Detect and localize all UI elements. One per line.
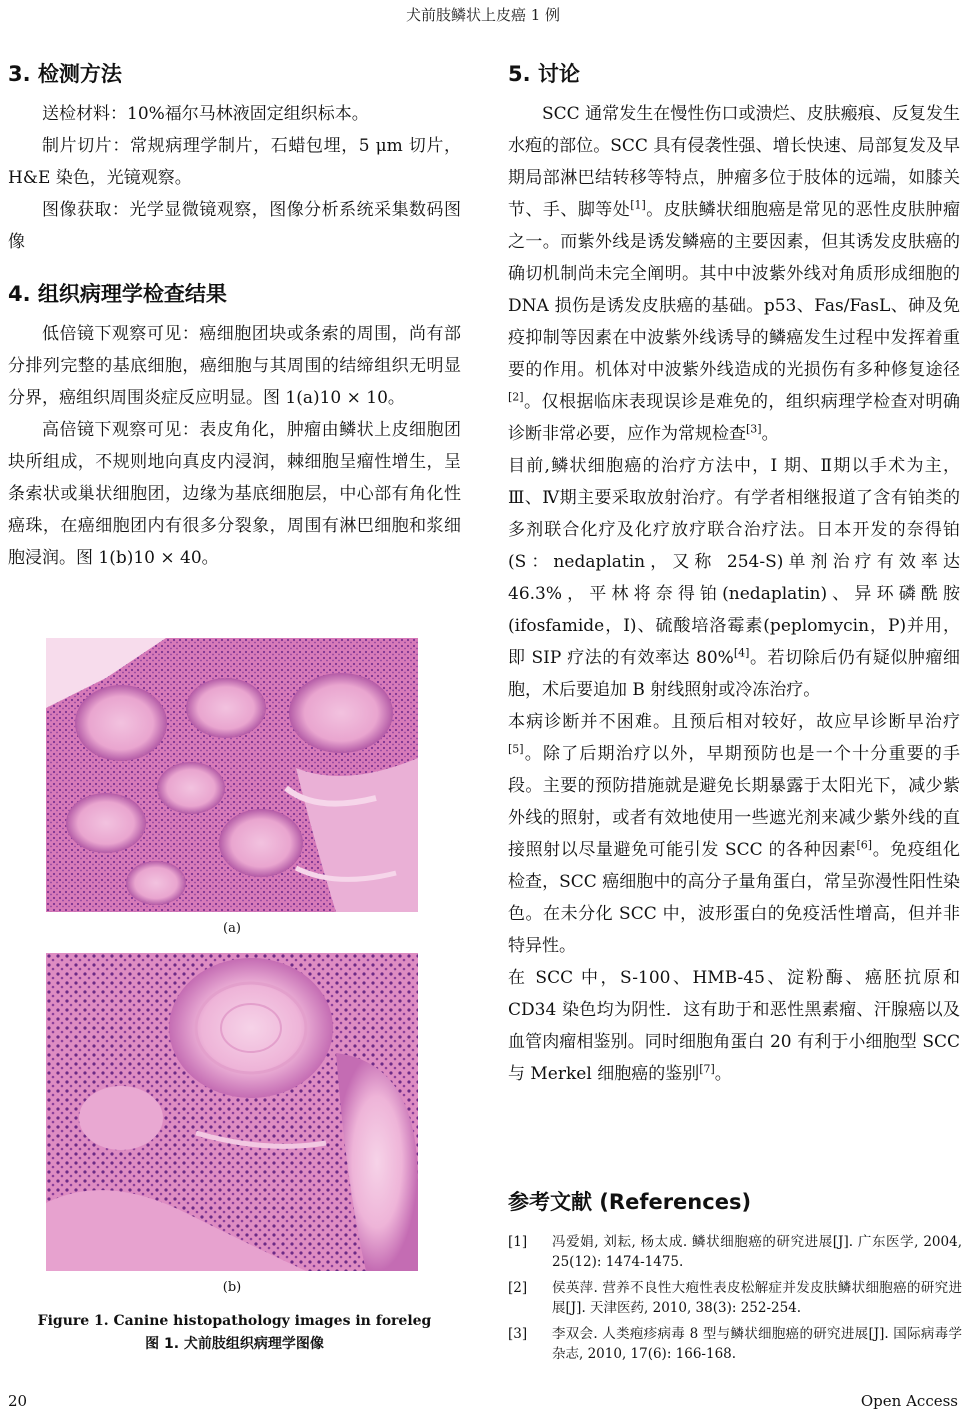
section-4-paragraph: 低倍镜下观察可见：癌细胞团块或条索的周围，尚有部分排列完整的基底细胞，癌细胞与其周围的结缔组织无明显分界，癌组织周围炎症反应明显。图 1(a)10 × 10。 [8,324,461,408]
histology-image-low-magnification [46,638,418,912]
left-column [8,58,461,574]
section-3-paragraph: 送检材料：10%福尔马林液固定组织标本。 [42,104,369,124]
section-3-title: 3. 检测方法 [8,62,122,86]
reference-item [508,1232,962,1272]
section-5-title: 5. 讨论 [508,62,580,86]
citation: [4] [733,646,750,660]
reference-item [508,1278,962,1318]
histology-image-high-magnification [46,953,418,1271]
reference-item [508,1324,962,1364]
reference-list [508,1232,962,1370]
figure-panel-a-label: (a) [223,921,241,936]
citation: [7] [699,1062,715,1076]
reference-text: 侯英萍. 营养不良性大疱性表皮松解症并发皮肤鳞状细胞癌的研究进展[J]. 天津医药, 2010, 38(3): 252-254. [552,1280,962,1316]
discussion-paragraph-4: 在 SCC 中，S-100、HMB-45、淀粉酶、癌胚抗原和 CD34 染色均为阴性．这有助于和恶性黑素瘤、汗腺癌以及血管肉瘤相鉴别。同时细胞角蛋白 20 有利于小细胞型 SCC 与 Merkel 细胞癌的鉴别[7]。 [508,968,960,1084]
running-header-title: 犬前肢鳞状上皮癌 1 例 [405,6,561,24]
citation: [1] [630,198,646,212]
section-4-paragraph: 高倍镜下观察可见：表皮角化，肿瘤由鳞状上皮细胞团块所组成，不规则地向真皮内浸润，棘细胞呈瘤性增生，呈条索状或巢状细胞团，边缘为基底细胞层，中心部有角化性癌珠，在癌细胞团内有很多分裂象，周围有淋巴细胞和浆细胞浸润。图 1(b)10 × 40。 [8,420,461,568]
figure-caption-english: Figure 1. Canine histopathology images in foreleg [37,1313,432,1329]
reference-text: 李双会. 人类疱疹病毒 8 型与鳞状细胞癌的研究进展[J]. 国际病毒学杂志, 2010, 17(6): 166-168. [552,1326,962,1362]
section-3-paragraph: 制片切片：常规病理学制片，石蜡包埋，5 μm 切片，H&E 染色，光镜观察。 [8,136,461,188]
reference-text: 冯爱娟, 刘耘, 杨太成. 鳞状细胞癌的研究进展[J]. 广东医学, 2004, 25(12): 1474-1475. [552,1234,962,1270]
section-3-paragraph: 图像获取：光学显微镜观察，图像分析系统采集数码图像 [8,200,461,252]
figure-panel-b [46,953,418,1295]
publisher-label: Open Access [860,1392,958,1410]
figure-panel-a [46,638,418,936]
reference-number: [2] [508,1280,528,1296]
right-column [508,58,960,1090]
figure-caption-chinese: 图 1. 犬前肢组织病理学图像 [145,1336,324,1352]
figure-panel-b-label: (b) [222,1280,242,1295]
citation: [2] [508,390,524,404]
citation: [6] [856,838,873,852]
citation: [3] [746,422,762,436]
reference-number: [3] [508,1326,528,1342]
reference-number: [1] [508,1234,528,1250]
citation: [5] [508,742,524,756]
discussion-paragraph-3: 本病诊断并不困难。且预后相对较好，故应早诊断早治疗[5]。除了后期治疗以外，早期预防也是一个十分重要的手段。主要的预防措施就是避免长期暴露于太阳光下，减少紫外线的照射，或者有效地使用一些遮光剂来减少紫外线的直接照射以尽量避免可能引发 SCC 的各种因素[6]。免疫组化检查，SCC 癌细胞中的高分子量角蛋白，常呈弥漫性阳性染色。在未分化 SCC 中，波形蛋白的免疫活性增高，但并非特异性。 [508,712,961,956]
discussion-paragraph-1: SCC 通常发生在慢性伤口或溃烂、皮肤瘢痕、反复发生水疱的部位。SCC 具有侵袭性强、增长快速、局部复发及早期局部淋巴结转移等特点，肿瘤多位于肢体的远端，如膝关节、手、脚等处[1]。皮肤鳞状细胞癌是常见的恶性皮肤肿瘤之一。而紫外线是诱发鳞癌的主要因素，但其诱发皮肤癌的确切机制尚未完全阐明。其中中波紫外线对角质形成细胞的 DNA 损伤是诱发皮肤癌的基础。p53、Fas/FasL、砷及免疫抑制等因素在中波紫外线诱导的鳞癌发生过程中发挥着重要的作用。机体对中波紫外线造成的光损伤有多种修复途径[2]。仅根据临床表现误诊是难免的，组织病理学检查对明确诊断非常必要，应作为常规检查[3]。 [508,104,961,444]
discussion-paragraph-2: 目前,鳞状细胞癌的治疗方法中，I 期、Ⅱ期以手术为主，Ⅲ、Ⅳ期主要采取放射治疗。有学者相继报道了含有铂类的多剂联合化疗及化疗放疗联合治疗法。日本开发的奈得铂(S：nedaplatin，又称 254-S)单剂治疗有效率达 46.3%，平林将奈得铂(nedaplatin)、异环磷酰胺(ifosfamide，I)、硫酸培洛霉素(peplomycin，P)并用，即 SIP 疗法的有效率达 80%[4]。若切除后仍有疑似肿瘤细胞，术后要追加 B 射线照射或冷冻治疗。 [508,456,961,700]
references-title: 参考文献 (References) [508,1190,752,1214]
page-number: 20 [8,1392,28,1410]
section-4-title: 4. 组织病理学检查结果 [8,282,227,306]
